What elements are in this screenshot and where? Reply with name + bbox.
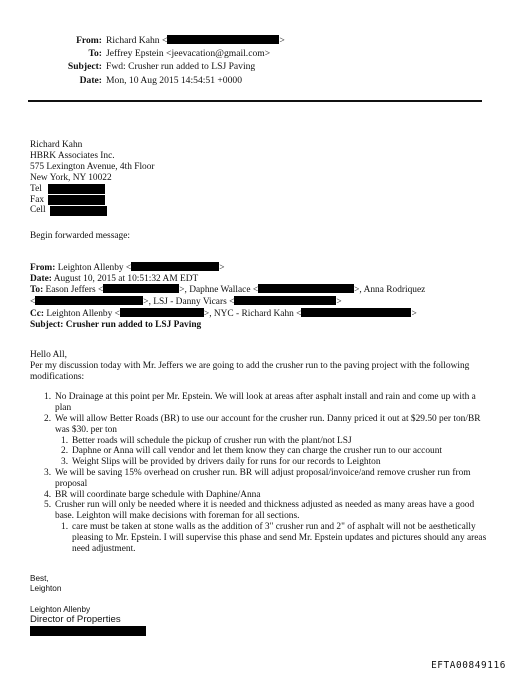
greeting: Hello All, <box>30 350 67 360</box>
signature-fax: Fax <box>30 195 155 206</box>
closing-signature <box>30 574 146 638</box>
redaction-box <box>120 308 204 317</box>
email-header <box>0 34 512 87</box>
to-value: Jeffrey Epstein <jeevacation@gmail.com> <box>106 48 271 60</box>
fwd-to-line-2: < >, LSJ - Danny Vicars < > <box>30 297 342 308</box>
list-item: 1. No Drainage at this point per Mr. Epstein. We will look at areas after asphalt install and rain and come up with a plan <box>44 392 476 414</box>
redaction-box <box>50 206 107 216</box>
from-value: Richard Kahn < > <box>106 35 285 46</box>
fwd-cc-line: Cc: Leighton Allenby < >, NYC - Richard Kahn < > <box>30 308 417 319</box>
signature-address-2: New York, NY 10022 <box>30 172 112 183</box>
signature-name: Richard Kahn <box>30 140 83 150</box>
to-label: To: <box>88 48 102 60</box>
list-item: 4. BR will coordinate barge schedule with Daphine/Anna <box>44 489 261 500</box>
bates-number: EFTA00849116 <box>431 660 506 671</box>
list-item: 5. Crusher run will only be needed where it is needed and thickness adjusted as needed as many areas have a good base. Leighton will make decisions with foreman for all sections. <box>44 500 475 522</box>
sub-list <box>30 522 490 554</box>
list-item: 3. We will be saving 15% overhead on crusher run. BR will adjust proposal/invoice/and remove crusher run from proposal <box>44 467 471 489</box>
message-body <box>30 350 490 554</box>
forward-note: Begin forwarded message: <box>30 231 130 241</box>
fwd-to-line: To: Eason Jeffers < >, Daphne Wallace < >, Anna Rodriquez <box>30 285 426 296</box>
date-label: Date: <box>79 74 102 86</box>
sub-list-item: 2. Daphne or Anna will call vendor and let them know they can charge the crusher run to our account <box>61 446 443 457</box>
sub-list <box>30 436 490 468</box>
redaction-box <box>103 284 179 293</box>
closing-full-name: Leighton Allenby <box>30 604 91 614</box>
redaction-box <box>258 284 354 293</box>
redaction-box <box>35 296 143 305</box>
list-item: 2. We will allow Better Roads (BR) to use our account for the crusher run. Danny priced it out at $29.50 per ton/BR was $30. per ton <box>44 413 481 435</box>
redaction-box <box>167 35 279 44</box>
signature-company: HBRK Associates Inc. <box>30 150 115 161</box>
date-value: Mon, 10 Aug 2015 14:54:51 +0000 <box>106 74 242 86</box>
redaction-box <box>48 184 105 194</box>
sub-list-item: 1. Better roads will schedule the pickup of crusher run with the plant/not LSJ <box>61 435 352 446</box>
closing-title: Director of Properties <box>30 614 121 626</box>
signature-address-1: 575 Lexington Avenue, 4th Floor <box>30 161 155 172</box>
subject-label: Subject: <box>67 61 102 73</box>
subject-value: Fwd: Crusher run added to LSJ Paving <box>106 61 256 73</box>
redaction-box <box>48 195 105 205</box>
from-label: From: <box>76 35 102 46</box>
forwarded-header <box>30 262 490 330</box>
redaction-box <box>30 626 146 636</box>
fwd-from-line: From: Leighton Allenby < > <box>30 263 225 273</box>
signature-tel: Tel <box>30 184 155 195</box>
fwd-subject-line: Subject: Crusher run added to LSJ Paving <box>30 319 202 330</box>
sub-list-item: 3. Weight Slips will be provided by drivers daily for runs for our records to Leighton <box>61 457 381 468</box>
sub-list-item: 1. care must be taken at stone walls as the addition of 3" crusher run and 2" of asphalt will not be aesthetically pleasing to Mr. Epstein. I will supervise this phase and send Mr. Epstein updates and pictures should any areas need adjustment. <box>61 521 487 554</box>
modifications-list <box>30 392 490 554</box>
redaction-box <box>301 308 411 317</box>
closing-name: Leighton <box>30 584 62 594</box>
sender-signature <box>30 140 155 216</box>
closing-best: Best, <box>30 574 49 583</box>
fwd-date-line: Date: August 10, 2015 at 10:51:32 AM EDT <box>30 273 199 284</box>
redaction-box <box>234 296 336 305</box>
signature-cell: Cell <box>30 205 155 216</box>
header-divider <box>28 100 482 102</box>
redaction-box <box>131 262 219 271</box>
intro-paragraph: Per my discussion today with Mr. Jeffers we are going to add the crusher run to the paving project with the following modifications: <box>30 360 470 382</box>
